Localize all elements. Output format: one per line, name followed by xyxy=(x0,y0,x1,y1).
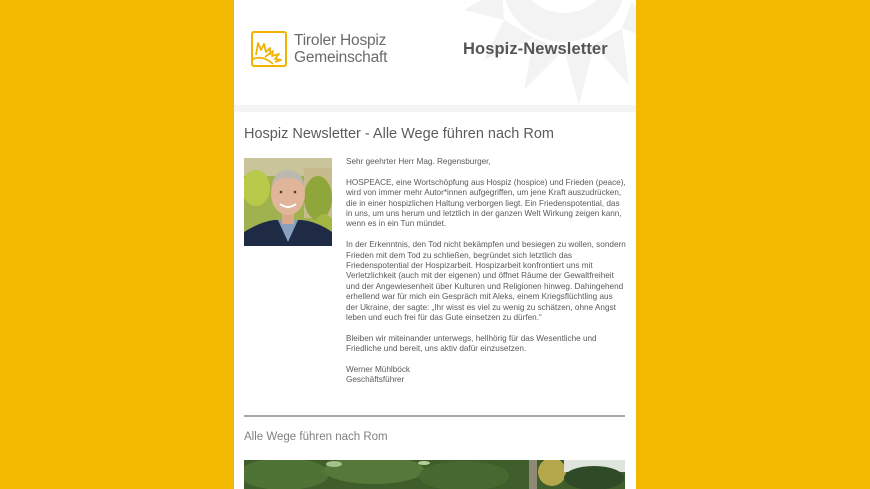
letter-paragraph: HOSPEACE, eine Wortschöpfung aus Hospiz (hospice) und Frieden (peace), wird von immer mehr Autor*innen aufgegriffen, um jene Kraft auszudrücken, die in einer hospizlichen Haltung verborgen liegt. Ein Friedenspotential, das in uns, um uns herum und letztlich in der ganzen Welt Wirkung zeigen kann, wenn es in ein Tun mündet. xyxy=(346,177,626,229)
section-divider xyxy=(244,415,625,417)
logo-text xyxy=(294,32,387,66)
newsletter-page xyxy=(234,0,636,489)
author-portrait xyxy=(244,158,332,246)
portrait-image xyxy=(244,158,332,246)
section-image[interactable] xyxy=(244,460,625,489)
editorial-letter xyxy=(346,157,626,386)
letter-paragraph: In der Erkenntnis, den Tod nicht bekämpfen und besiegen zu wollen, sondern Frieden mit dem Tod zu schließen, begründet sich letztlich das Friedenspotential der Hospizarbeit. Hospizarbeit konfrontiert uns mit Verletzlichkeit (auch mit der eigenen) und öffnet Räume der Gewaltfreiheit und der Angewiesenheit über Kulturen und Religionen hinweg. Dahingehend erhellend war für mich ein Gespräch mit Aleks, einem Kriegsflüchtling aus der Ukraine, der sagte: „Ihr wisst es viel zu wenig zu schätzen, ohne Angst leben und euch frei für das Gute einsetzen zu dürfen.“ xyxy=(346,240,626,323)
letter-salutation: Sehr geehrter Herr Mag. Regensburger, xyxy=(346,157,491,166)
garden-path-image xyxy=(244,460,625,489)
letter-paragraph: Bleiben wir miteinander unterwegs, hellhörig für das Wesentliche und Friedliche und bereit, uns aktiv dafür einzusetzen. xyxy=(346,333,597,354)
logo-line-1: Tiroler Hospiz xyxy=(294,32,387,49)
page-title: Hospiz Newsletter - Alle Wege führen nach Rom xyxy=(244,126,555,142)
signature-name: Werner Mühlböck xyxy=(346,365,411,375)
sun-logo-icon xyxy=(251,31,287,67)
organization-logo[interactable] xyxy=(251,31,387,67)
newsletter-header xyxy=(234,0,636,105)
newsletter-title: Hospiz-Newsletter xyxy=(463,40,608,58)
section-title[interactable]: Alle Wege führen nach Rom xyxy=(244,431,388,443)
signature-role: Geschäftsführer xyxy=(346,375,405,385)
header-divider-band xyxy=(234,105,636,112)
logo-line-2: Gemeinschaft xyxy=(294,49,388,66)
